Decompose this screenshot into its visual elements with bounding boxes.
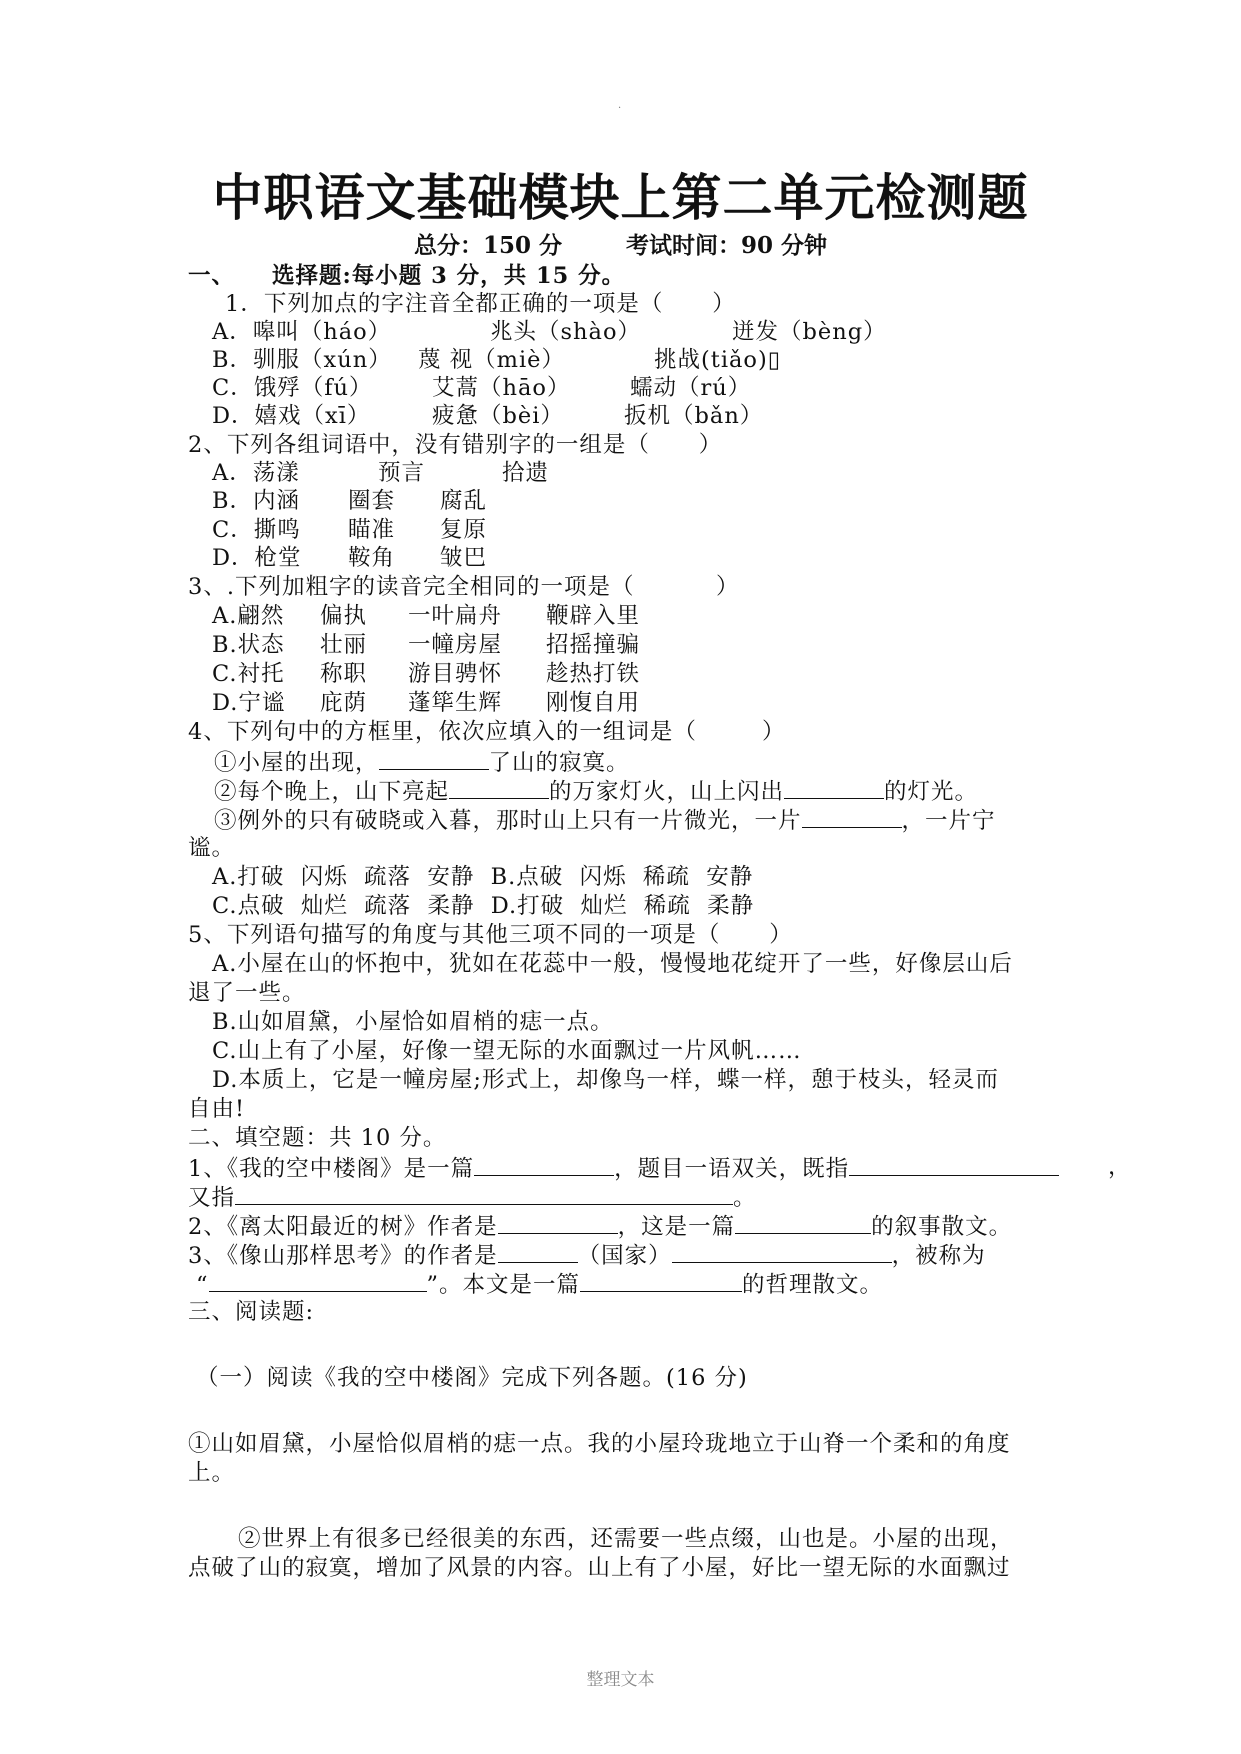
- q2-option-a-1: A．荡漾: [212, 460, 300, 486]
- fill-3-blank-3[interactable]: [209, 1269, 427, 1292]
- passage-paragraph-1-line2: 上。: [188, 1460, 236, 1486]
- fill-3-text-b: （国家）: [577, 1243, 672, 1269]
- fill-3-text-e: ”。本文是一篇: [426, 1272, 581, 1298]
- q3-option-d-4: 刚愎自用: [546, 690, 641, 716]
- passage-paragraph-2-line1: ②世界上有很多已经很美的东西，还需要一些点缀，山也是。小屋的出现，: [238, 1526, 1014, 1552]
- q5-option-a-line2: 退了一些。: [188, 980, 306, 1006]
- section1-number: 一、: [188, 263, 236, 289]
- fill-1-text-b: ，题目一语双关，既指: [614, 1156, 850, 1182]
- fill-1-blank-2[interactable]: [849, 1153, 1059, 1176]
- q1-option-b-1: B．驯服（xún）: [212, 347, 392, 373]
- fill-3-blank-1[interactable]: [498, 1240, 578, 1263]
- q4-s3-blank[interactable]: [802, 805, 902, 828]
- q3-option-a-1: A.翩然: [212, 603, 285, 629]
- q1-stem: 1．下列加点的字注音全都正确的一项是（ ）: [225, 291, 736, 317]
- q2-option-c-3: 复原: [440, 517, 488, 543]
- section1-heading: 选择题:每小题 3 分，共 15 分。: [272, 263, 626, 289]
- q3-option-a-4: 鞭辟入里: [546, 603, 641, 629]
- section2-heading: 二、填空题：共 10 分。: [188, 1125, 447, 1151]
- fill-3-blank-4[interactable]: [580, 1269, 742, 1292]
- q5-option-c: C.山上有了小屋，好像一望无际的水面飘过一片风帆……: [212, 1038, 802, 1064]
- q4-stem: 4、下列句中的方框里，依次应填入的一组词是（ ）: [188, 719, 786, 745]
- q4-s2-blank-1[interactable]: [449, 776, 549, 799]
- q1-option-c-3: 蠕动（rú）: [630, 375, 752, 401]
- fill-2-text-b: ，这是一篇: [617, 1214, 736, 1240]
- q1-option-a-1: A．嗥叫（háo）: [212, 319, 392, 345]
- q1-option-d-3: 扳机（bǎn）: [624, 403, 764, 429]
- fill-2-text-c: 的叙事散文。: [871, 1214, 1013, 1240]
- q2-option-c-2: 瞄准: [348, 517, 396, 543]
- q2-option-b-1: B．内涵: [212, 488, 301, 514]
- fill-2: [188, 1211, 1012, 1241]
- q1-option-a-3: 迸发（bèng）: [732, 319, 887, 345]
- q3-option-b-3: 一幢房屋: [408, 632, 503, 658]
- q3-option-d-3: 蓬筚生辉: [408, 690, 503, 716]
- q5-option-b: B.山如眉黛，小屋恰如眉梢的痣一点。: [212, 1009, 614, 1035]
- q3-option-d-1: D.宁谧: [212, 690, 286, 716]
- q4-s1-blank[interactable]: [379, 747, 489, 770]
- q4-s3-text-a: ③例外的只有破晓或入暮，那时山上只有一片微光，一片: [214, 808, 802, 834]
- section3-heading: 三、阅读题:: [188, 1299, 315, 1325]
- fill-1-text-d: 又指: [188, 1185, 236, 1211]
- q4-sentence-3: [214, 805, 996, 835]
- fill-1-comma: ，: [1108, 1154, 1132, 1180]
- q3-option-b-4: 招摇撞骗: [546, 632, 641, 658]
- q4-s1-text-b: 了山的寂寞。: [488, 750, 630, 776]
- q2-option-b-2: 圈套: [348, 488, 396, 514]
- fill-1-line1: [188, 1153, 1059, 1183]
- q4-options-cd: C.点破 灿烂 疏落 柔静 D.打破 灿烂 稀疏 柔静: [212, 893, 755, 919]
- passage-paragraph-1-line1: ①山如眉黛，小屋恰似眉梢的痣一点。我的小屋玲珑地立于山脊一个柔和的角度: [188, 1431, 1011, 1457]
- fill-1-text-a: 1、《我的空中楼阁》是一篇: [188, 1156, 475, 1182]
- fill-2-text-a: 2、《离太阳最近的树》作者是: [188, 1214, 498, 1240]
- q4-sentence-2: [214, 776, 978, 806]
- q4-s2-text-a: ②每个晚上，山下亮起: [214, 779, 450, 805]
- q1-option-a-2: 兆头（shào）: [490, 319, 641, 345]
- passage-paragraph-2-line2: 点破了山的寂寞，增加了风景的内容。山上有了小屋，好比一望无际的水面飘过: [188, 1555, 1011, 1581]
- q4-s2-text-b: 的万家灯火，山上闪出: [549, 779, 785, 805]
- q3-stem: 3、.下列加粗字的读音完全相同的一项是（ ）: [188, 574, 740, 600]
- q4-s3-text-b: ，一片宁: [901, 808, 996, 834]
- q2-option-d-1: D．枪堂: [212, 545, 302, 571]
- q4-s2-blank-2[interactable]: [784, 776, 884, 799]
- fill-1-line2: [188, 1182, 757, 1212]
- q5-stem: 5、下列语句描写的角度与其他三项不同的一项是（ ）: [188, 922, 793, 948]
- q2-option-a-3: 拾遗: [502, 460, 550, 486]
- q2-option-c-1: C．撕鸣: [212, 517, 301, 543]
- q1-option-d-2: 疲惫（bèi）: [432, 403, 564, 429]
- exam-info: 总分：150 分 考试时间：90 分钟: [413, 232, 828, 259]
- q1-option-b-2: 蔑 视（miè）: [418, 347, 565, 373]
- fill-2-blank-1[interactable]: [498, 1211, 618, 1234]
- q4-options-ab: A.打破 闪烁 疏落 安静 B.点破 闪烁 稀疏 安静: [212, 864, 754, 890]
- q5-option-d-line2: 自由!: [188, 1096, 246, 1122]
- q3-option-c-2: 称职: [320, 661, 368, 687]
- fill-3-text-a: 3、《像山那样思考》的作者是: [188, 1243, 498, 1269]
- fill-3-line1: [188, 1240, 986, 1270]
- q4-sentence-1: [214, 747, 630, 777]
- q2-option-a-2: 预言: [378, 460, 426, 486]
- q4-s1-text-a: ①小屋的出现，: [214, 750, 379, 776]
- q2-option-d-3: 皱巴: [440, 545, 488, 571]
- q5-option-a-line1: A.小屋在山的怀抱中，犹如在花蕊中一般，慢慢地花绽开了一些，好像层山后: [212, 951, 1013, 977]
- fill-1-text-e: 。: [733, 1185, 757, 1211]
- fill-3-text-d: “: [196, 1272, 209, 1298]
- q3-option-b-2: 壮丽: [320, 632, 368, 658]
- fill-1-blank-1[interactable]: [474, 1153, 614, 1176]
- page-title: 中职语文基础模块上第二单元检测题: [212, 169, 1029, 227]
- header-dot: .: [618, 100, 622, 111]
- footer-label: 整理文本: [586, 1670, 655, 1690]
- reading-1-heading: （一）阅读《我的空中楼阁》完成下列各题。(16 分): [196, 1365, 748, 1391]
- q5-option-d-line1: D.本质上，它是一幢房屋;形式上，却像鸟一样，蝶一样，憩于枝头，轻灵而: [212, 1067, 999, 1093]
- q1-option-d-1: D．嬉戏（xī）: [212, 403, 371, 429]
- fill-3-text-c: ，被称为: [891, 1243, 986, 1269]
- q3-option-c-3: 游目骋怀: [408, 661, 503, 687]
- q1-option-c-1: C．饿殍（fú）: [212, 375, 373, 401]
- q4-s2-text-c: 的灯光。: [884, 779, 979, 805]
- fill-2-blank-2[interactable]: [735, 1211, 871, 1234]
- q1-option-b-3: 挑战(tiǎo)▯: [654, 347, 782, 373]
- q4-sentence-3-cont: 谧。: [188, 835, 236, 861]
- q3-option-a-3: 一叶扁舟: [408, 603, 503, 629]
- q2-option-d-2: 鞍角: [348, 545, 396, 571]
- q3-option-d-2: 庇荫: [320, 690, 368, 716]
- fill-1-blank-3[interactable]: [235, 1182, 733, 1205]
- fill-3-text-f: 的哲理散文。: [742, 1272, 884, 1298]
- fill-3-blank-2[interactable]: [672, 1240, 892, 1263]
- q2-stem: 2、下列各组词语中，没有错别字的一组是（ ）: [188, 432, 723, 458]
- fill-3-line2: [196, 1269, 883, 1299]
- q1-option-c-2: 艾蒿（hāo）: [432, 375, 571, 401]
- q3-option-b-1: B.状态: [212, 632, 285, 658]
- q2-option-b-3: 腐乱: [440, 488, 488, 514]
- q3-option-c-4: 趁热打铁: [546, 661, 641, 687]
- q3-option-a-2: 偏执: [320, 603, 368, 629]
- q3-option-c-1: C.衬托: [212, 661, 285, 687]
